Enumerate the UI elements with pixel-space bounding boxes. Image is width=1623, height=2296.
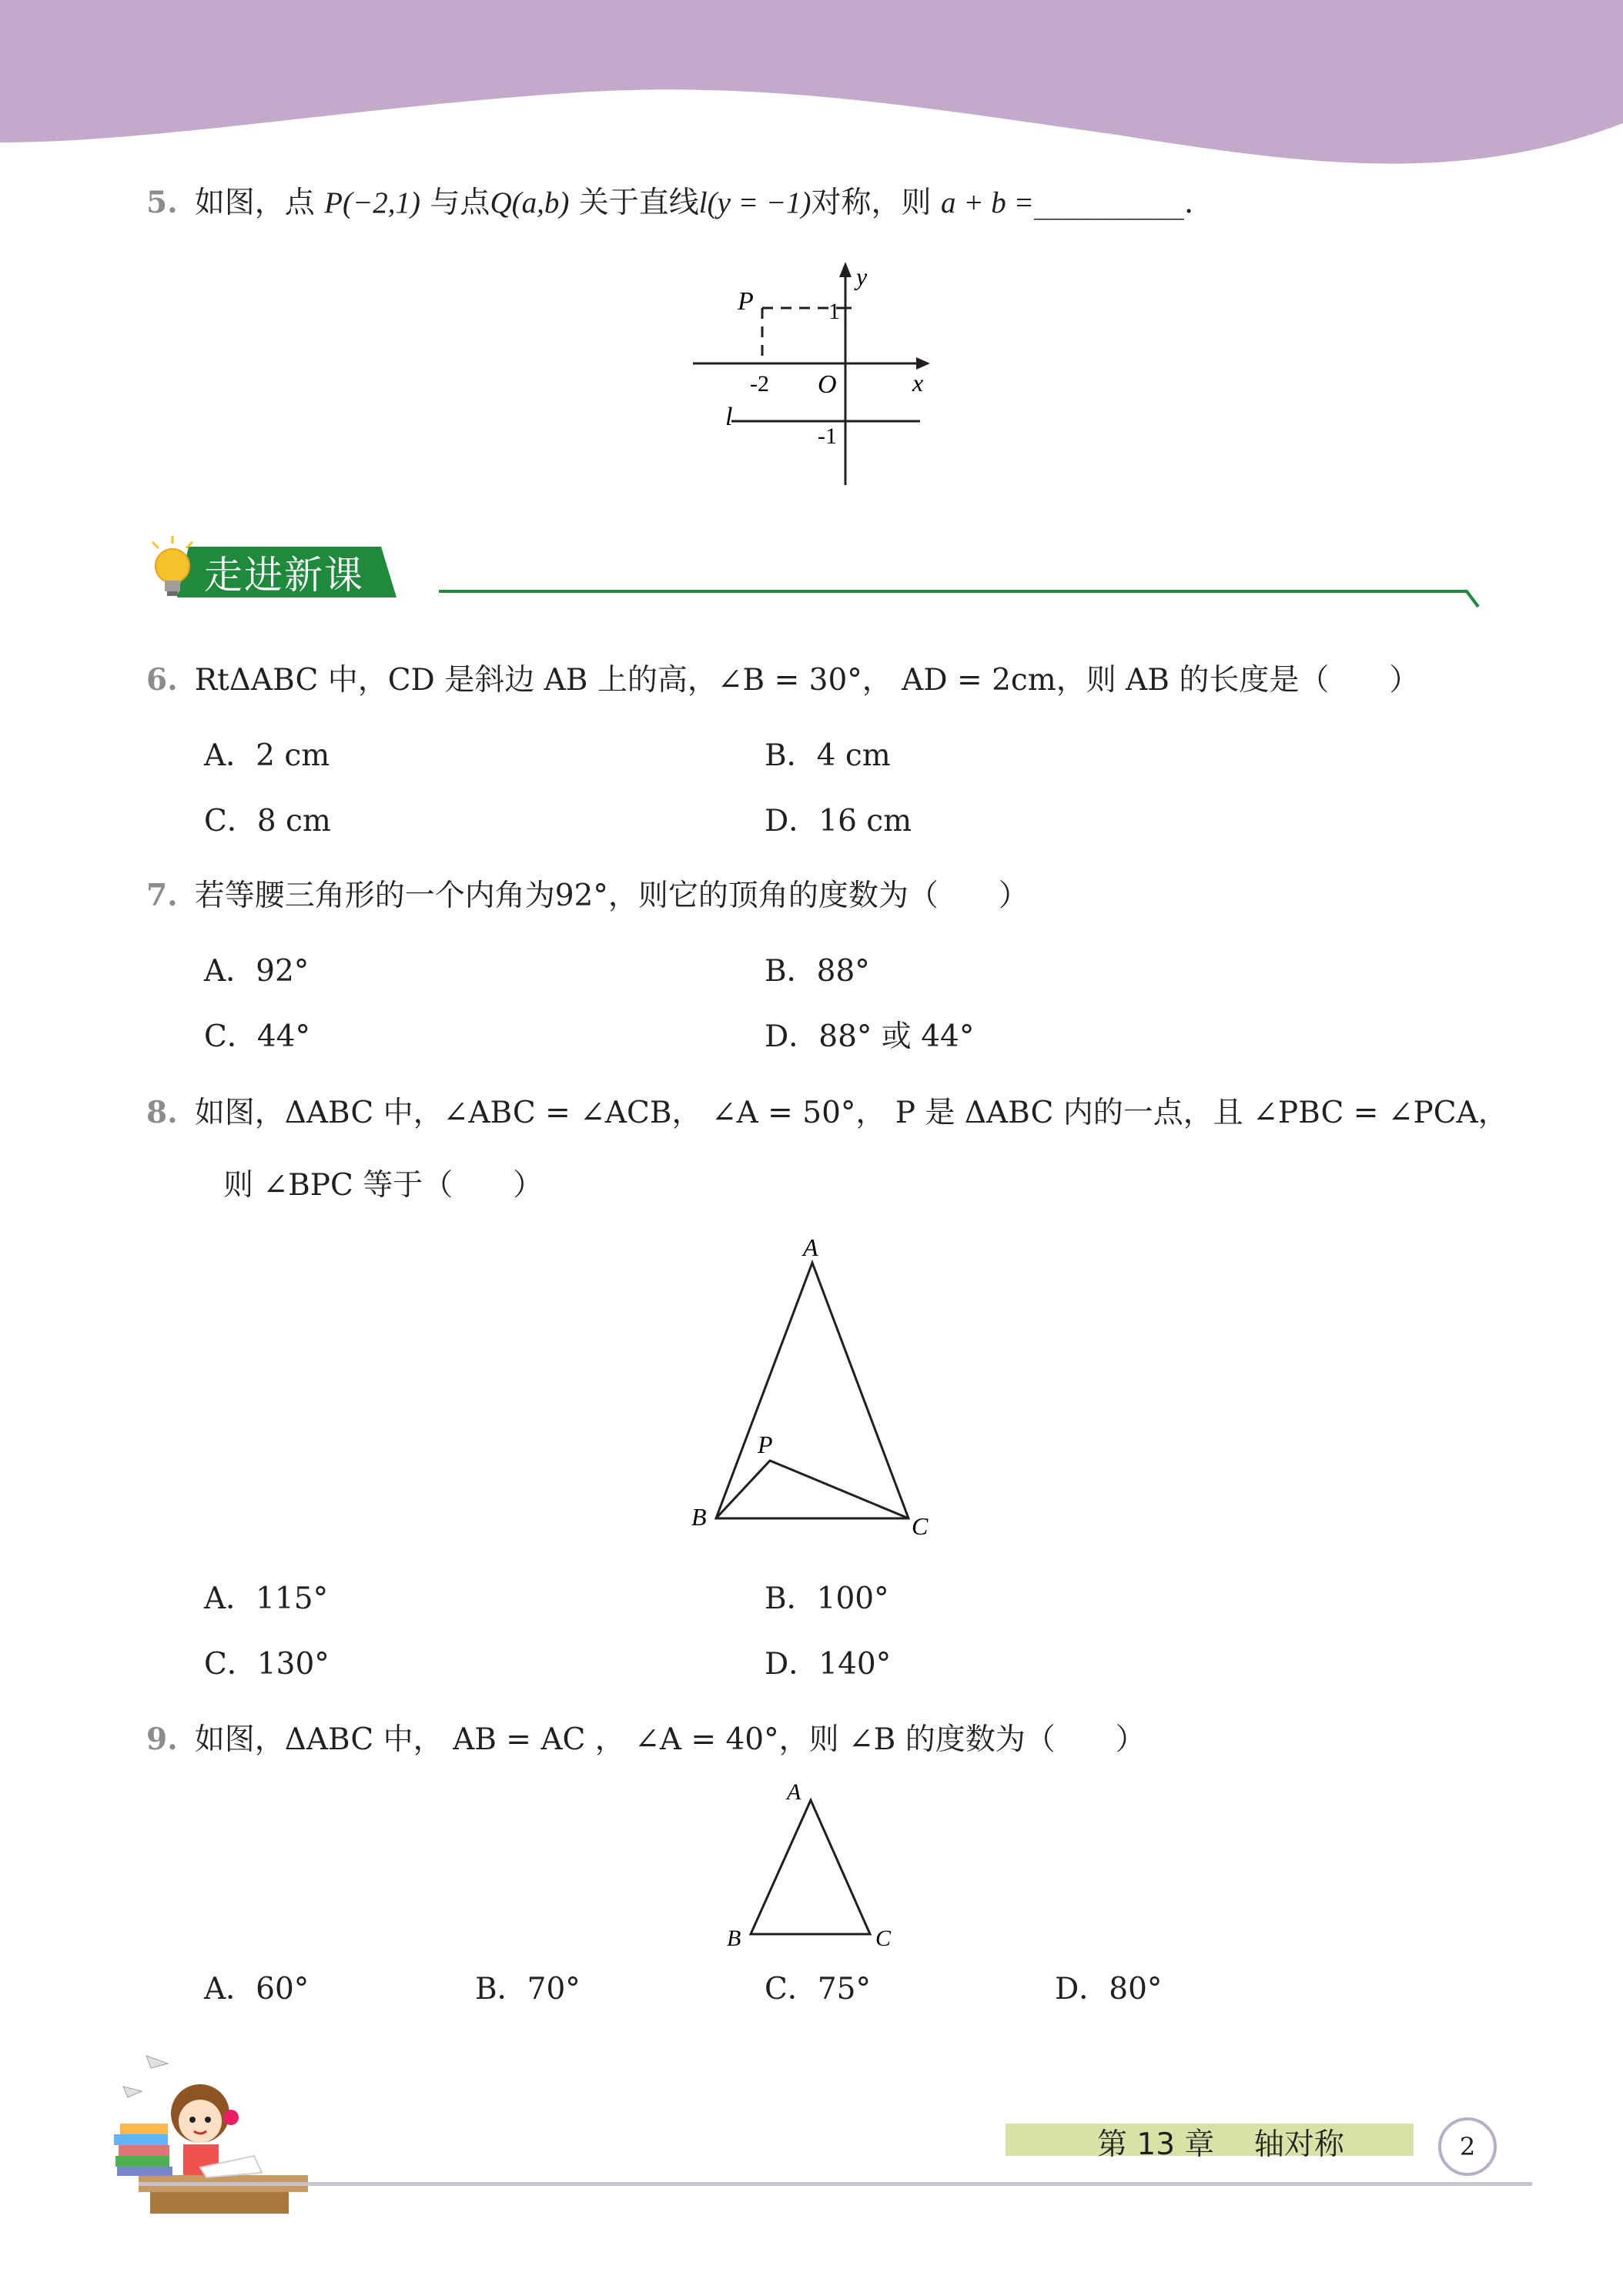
question-text: 关于直线 [578, 186, 699, 220]
option-c: C．8 cm [204, 804, 331, 838]
option-a: A．2 cm [204, 738, 330, 773]
label-B: B [727, 1926, 741, 1951]
label-neg1: -1 [818, 423, 837, 449]
label-B: B [691, 1503, 707, 1531]
girl-reading-icon [171, 2084, 262, 2177]
footer-divider [139, 2182, 1532, 2186]
section-underline [439, 591, 1478, 607]
label-C: C [875, 1926, 892, 1951]
figure-triangle-abc-point-p [678, 1228, 955, 1551]
page-number [1438, 2117, 1497, 2176]
label-C: C [912, 1512, 929, 1540]
option-a: A．92° [204, 954, 310, 989]
option-b: B．100° [765, 1581, 889, 1616]
question-text: 对称，则 [811, 186, 932, 220]
option-b: B．70° [475, 1972, 581, 2006]
question-number: 9. [146, 1722, 178, 1757]
page-number-text: 2 [1459, 2132, 1476, 2161]
option-a: A．115° [204, 1581, 329, 1616]
book-stack-icon [114, 2124, 172, 2176]
option-d: D．88° 或 44° [765, 1019, 975, 1054]
question-number: 7. [146, 878, 178, 913]
label-A: A [787, 1779, 801, 1805]
question-8 [146, 1089, 1508, 1132]
header-wave-banner [0, 0, 1623, 177]
question-text: RtΔABC 中，CD 是斜边 AB 上的高，∠B = 30°， AD = 2cm，则 AB 的长度是（ ） [194, 663, 1420, 698]
label-x: x [912, 369, 924, 397]
question-number: 5. [146, 185, 178, 220]
option-c: C．130° [204, 1647, 330, 1682]
question-7 [146, 872, 1029, 915]
option-b: B．4 cm [765, 738, 891, 773]
label-P: P [758, 1431, 773, 1458]
section-heading: 走进新课 [204, 553, 364, 597]
figure-coordinate-axes [685, 254, 939, 485]
question-5 [146, 179, 1193, 222]
option-d: D．16 cm [765, 804, 912, 838]
question-9 [146, 1715, 1146, 1759]
label-1: 1 [828, 299, 840, 324]
y-axis-arrow [839, 262, 852, 277]
figure-isosceles-triangle [716, 1775, 909, 1952]
question-text: 如图，ΔABC 中，∠ABC = ∠ACB， ∠A = 50°， P 是 ΔABC 内的一点，且 ∠PBC = ∠PCA， [194, 1096, 1508, 1130]
question-text: 如图，点 [194, 186, 315, 220]
triangle-abc [751, 1800, 870, 1934]
question-text: 与点 [430, 186, 490, 220]
label-l: l [725, 403, 733, 431]
option-d: D．140° [765, 1647, 892, 1682]
question-6 [146, 656, 1419, 699]
question-number: 8. [146, 1095, 178, 1130]
option-c: C．44° [204, 1019, 310, 1054]
label-A: A [803, 1233, 818, 1261]
x-axis-arrow [916, 357, 930, 370]
question-number: 6. [146, 662, 178, 698]
option-b: B．88° [765, 954, 870, 989]
question-text: 如图，ΔABC 中， AB = AC ， ∠A = 40°，则 ∠B 的度数为（ ） [194, 1722, 1146, 1757]
label-P: P [738, 287, 754, 316]
triangle-abc [716, 1263, 909, 1518]
label-neg2: -2 [750, 371, 769, 397]
option-a: A．60° [204, 1972, 310, 2006]
question-text: . [1183, 186, 1194, 220]
math-expression: Q(a,b) [490, 186, 570, 219]
math-expression: l(y = −1) [698, 186, 812, 219]
option-c: C．75° [765, 1972, 871, 2006]
question-text: 若等腰三角形的一个内角为92°，则它的顶角的度数为（ ） [194, 879, 1029, 913]
student-studying-illustration [108, 2040, 323, 2217]
segments-bp-pc [716, 1461, 909, 1518]
option-d: D．80° [1055, 1972, 1163, 2006]
chapter-title: 第 13 章 轴对称 [1097, 2127, 1344, 2162]
math-expression: a + b = [940, 186, 1034, 219]
math-expression: P(−2,1) [324, 186, 421, 219]
question-8-continued: 则 ∠BPC 等于（ ） [223, 1168, 544, 1203]
label-y: y [856, 263, 868, 290]
paper-airplane-icon [123, 2056, 168, 2097]
answer-blank: __________ [1033, 186, 1184, 220]
label-O: O [818, 370, 837, 399]
